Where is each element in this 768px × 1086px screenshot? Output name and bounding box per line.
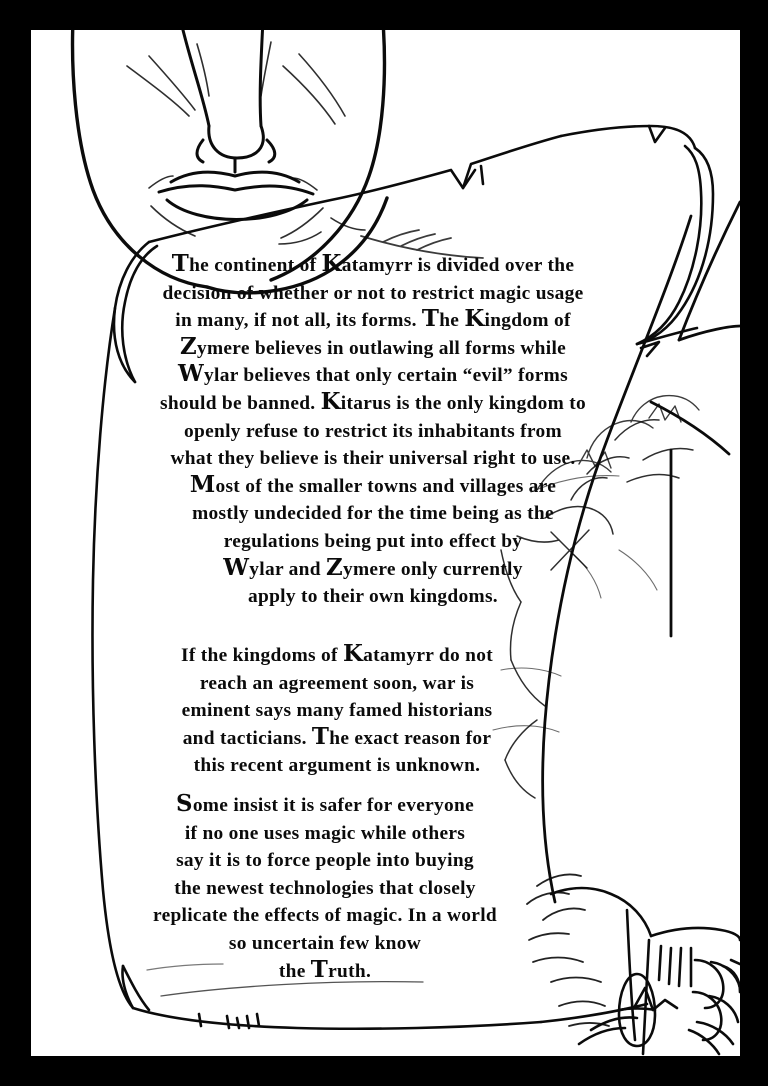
wispy-strands [493, 476, 657, 732]
text-line: the newest technologies that closely [174, 877, 476, 899]
skull-line-art [543, 202, 740, 902]
text-line: If the kingdoms of Katamyrr do not [181, 641, 493, 667]
text-line: regulations being put into effect by [223, 530, 523, 552]
page-artwork [31, 30, 740, 1056]
skull-left-shapes [527, 874, 609, 1026]
jaw-and-teeth [551, 888, 740, 1054]
text-line: should be banned. Kitarus is the only kingdom to [160, 388, 586, 415]
text-line: replicate the effects of magic. In a world [153, 905, 497, 927]
text-line: say it is to force people into buying [176, 850, 474, 872]
parchment-scroll [92, 126, 713, 1029]
comic-panel [31, 30, 740, 1056]
text-line: decision of whether or not to restrict magic usage [162, 282, 584, 304]
text-line: Most of the smaller towns and villages are [189, 471, 557, 498]
text-line: The continent of Katamyrr is divided over the [171, 251, 575, 277]
text-line: so uncertain few know [228, 932, 422, 954]
nose-and-mouth [159, 30, 313, 220]
face-line-art [73, 30, 387, 293]
text-line: Some insist it is safer for everyone [175, 791, 475, 817]
text-line: Wylar and Zymere only currently [223, 554, 523, 581]
text-line: if no one uses magic while others [184, 822, 466, 844]
text-line: eminent says many famed historians [181, 700, 493, 722]
text-line: this recent argument is unknown. [193, 755, 481, 777]
text-line: apply to their own kingdoms. [248, 586, 498, 608]
text-line: mostly undecided for the time being as the [192, 503, 554, 525]
text-line: the Truth. [278, 956, 372, 983]
text-line: in many, if not all, its forms. The Kingdom of [175, 306, 571, 333]
text-line: what they believe is their universal right to use. [170, 448, 576, 470]
text-line: reach an agreement soon, war is [199, 672, 475, 694]
text-line: openly refuse to restrict its inhabitants from [184, 420, 562, 442]
chin-crease [361, 230, 483, 258]
face-detail-lines [127, 42, 365, 244]
text-line: Zymere believes in outlawing all forms while [179, 333, 567, 360]
text-line: and tacticians. The exact reason for [182, 723, 492, 750]
text-line: Wylar believes that only certain “evil” forms [178, 361, 568, 388]
